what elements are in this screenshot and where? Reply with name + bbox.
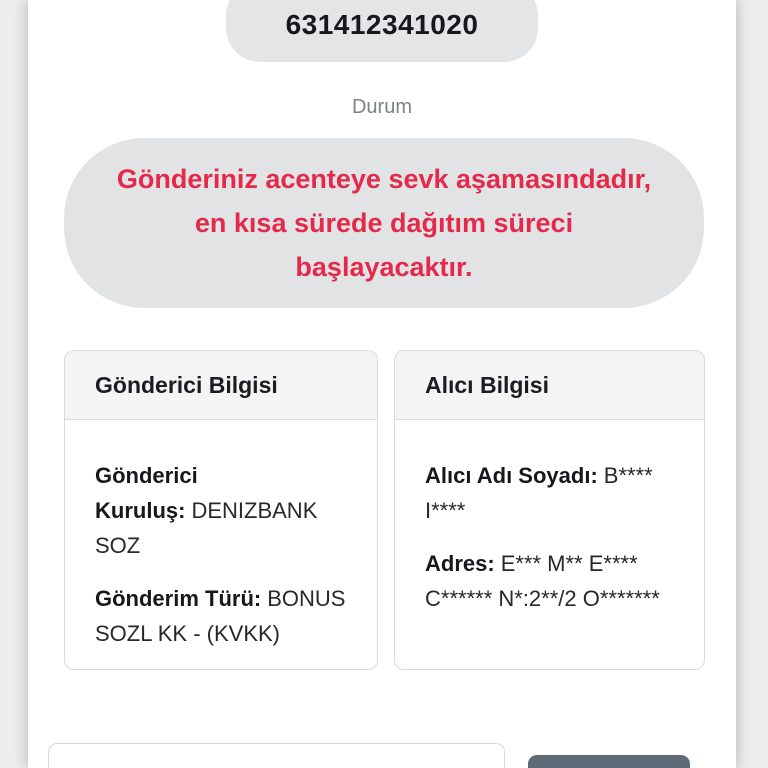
status-section-label: Durum [351,96,412,118]
tracking-number-pill [226,0,538,62]
submit-button[interactable] [528,755,690,768]
shipment-type-field [95,581,347,651]
recipient-name-field [425,458,674,528]
sender-organization-value: DENIZBANK SOZ [95,498,318,558]
recipient-info-card [394,350,705,670]
sender-organization-label: Gönderici Kuruluş: [95,463,198,523]
sender-organization-field [95,458,347,563]
query-input[interactable] [48,743,505,768]
recipient-address-value: E*** M** E**** C****** N*:2**/2 O******* [425,551,660,611]
tracking-page [28,0,736,768]
status-message-bubble [64,138,704,308]
recipient-card-title: Alıcı Bilgisi [395,351,704,420]
status-message-text: Gönderiniz acenteye sevk aşamasındadır, en kısa sürede dağıtım süreci başlayacaktır. [116,164,652,282]
info-cards-row [64,350,705,670]
shipment-type-label: Gönderim Türü: [95,586,262,611]
recipient-address-label: Adres: [425,551,495,576]
sender-card-body [65,420,377,651]
recipient-address-field [425,546,674,616]
sender-info-card [64,350,378,670]
tracking-number: 631412341020 [285,9,479,40]
recipient-name-label: Alıcı Adı Soyadı: [425,463,598,488]
recipient-card-body [395,420,704,616]
shipment-type-value: BONUS SOZL KK - (KVKK) [95,586,346,646]
recipient-name-value: B**** I**** [425,463,653,523]
sender-card-title: Gönderici Bilgisi [65,351,377,420]
